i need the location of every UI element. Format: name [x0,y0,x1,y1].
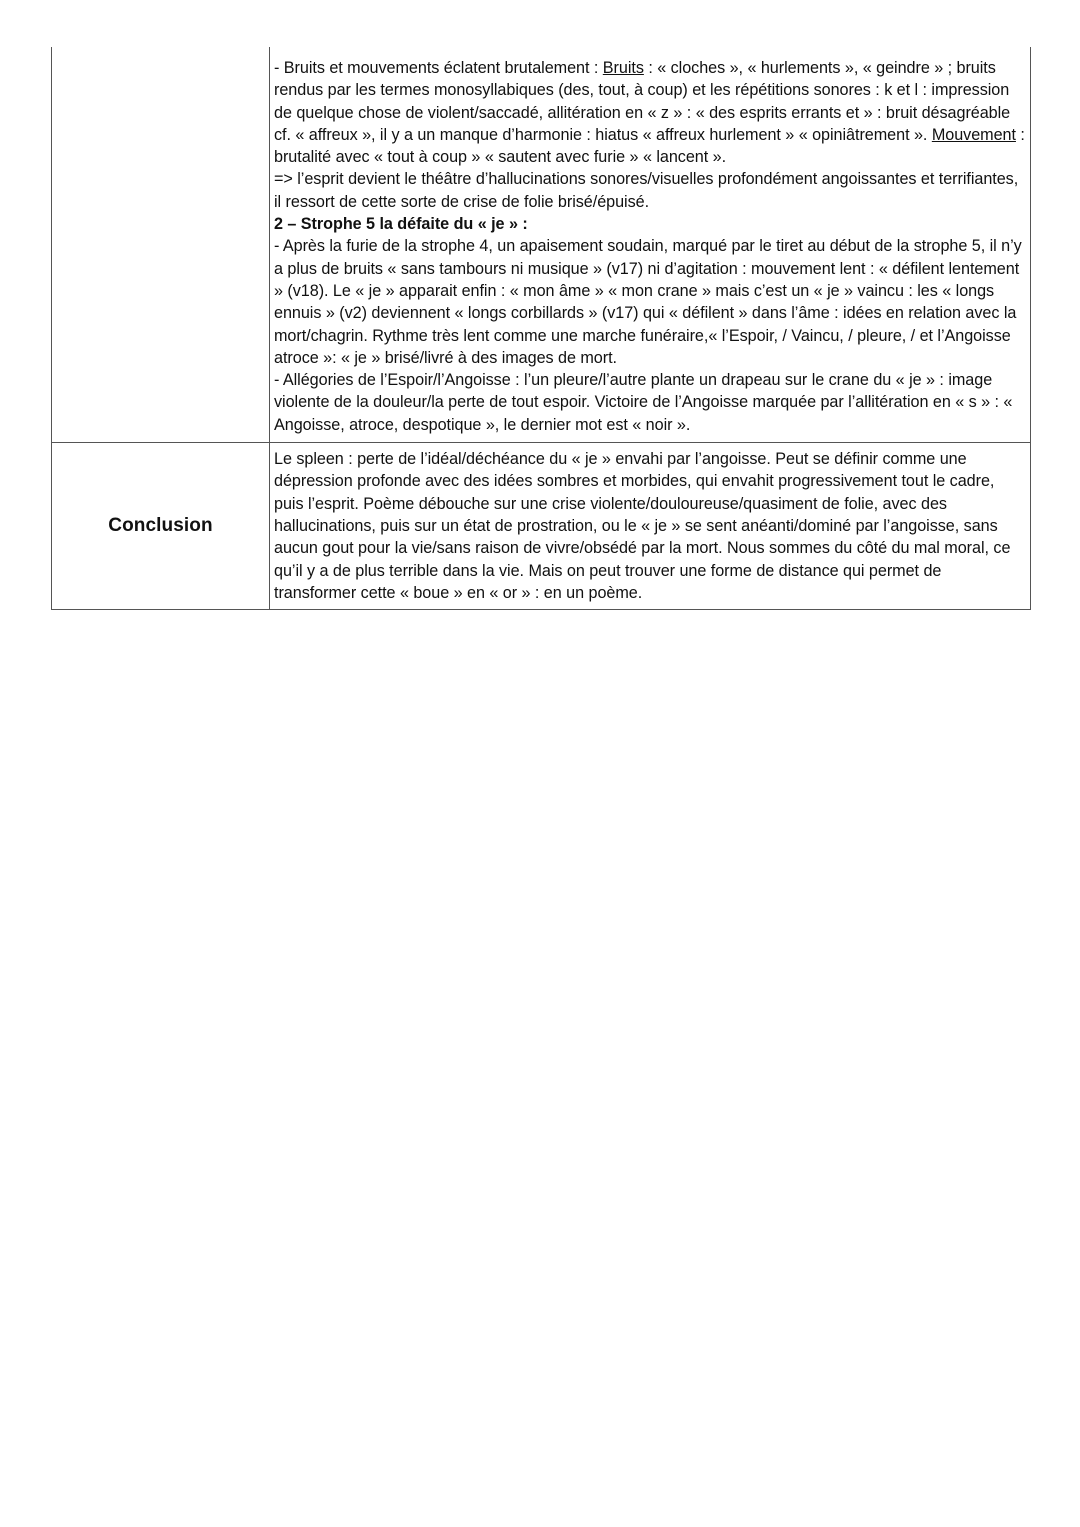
underlined-term-mouvement: Mouvement [931,125,1016,144]
paragraph-apaisement: - Après la furie de la strophe 4, un apaisement soudain, marqué par le tiret au début de la strophe 5, il n’y a plus de bruits « sans tambours ni musique » (v17) ni d’agitation : mouvement lent : « défilent lentement » (v18). Le « je » apparait enfin : « mon âme » « mon crane » mais c’est un « je » vaincu : les « longs ennuis » (v2) deviennent « longs corbillards » (v17) qui « défilent » dans l’âme : idées en relation avec la mort/chagrin. Rythme très lent comme une marche funéraire,« l’Espoir, / Vaincu, / pleure, / et l’Angoisse atroce »: « je » brisé/livré à des images de mort. [274,237,1022,367]
row-content-cell [270,47,1031,443]
paragraph-conclusion: Le spleen : perte de l’idéal/déchéance du « je » envahi par l’angoisse. Peut se définir comme une dépression profonde avec des idées sombres et morbides, qui envahit progressivement tout le cadre, puis l’esprit. Poème débouche sur une crise violente/douloureuse/quasiment de folie, avec des hallucinations, puis sur un état de prostration, ou le « je » se sent anéanti/dominé par l’angoisse, sans aucun gout pour la vie/sans raison de vivre/obsédé par la mort. Nous sommes du côté du mal moral, ce qu’il y a de plus terrible dans la vie. Mais on peut trouver une forme de distance qui permet de transformer cette « boue » en « or » : en un poème. [274,450,1011,602]
row-content-cell [270,443,1031,610]
table-row [52,47,1031,443]
paragraph-text: - Bruits et mouvements éclatent brutalement : [274,59,603,77]
section-text [270,47,1030,442]
subheading-strophe-5: 2 – Strophe 5 la défaite du « je » : [274,215,528,234]
row-label-cell-empty [52,47,270,443]
analysis-table [51,47,1031,610]
paragraph-allegories: - Allégories de l’Espoir/l’Angoisse : l’un pleure/l’autre plante un drapeau sur le crane du « je » : image violente de la douleur/la perte de tout espoir. Victoire de l’Angoisse marquée par l’allitération en « s » : « Angoisse, atroce, despotique », le dernier mot est « noir ». [274,371,1013,434]
paragraph-bruits-mouvement [274,57,1026,168]
conclusion-label: Conclusion [108,515,213,537]
table-row [52,443,1031,610]
paragraph-conclusion-strophe: => l’esprit devient le théâtre d’hallucinations sonores/visuelles profondément angoissantes et terrifiantes, il ressort de cette sorte de crise de folie brisé/épuisé. [274,170,1019,211]
conclusion-text [270,443,1030,609]
paragraph-text: : « cloches », « hurlements », « geindre » ; bruits rendus par les termes monosyllabiques (des, tout, à coup) et les répétitions sonores : k et l : impression de quelque chose de violent/saccadé, allitération en « z » : « des esprits errants et » : bruit désagréable cf. « affreux », il y a un manque d’harmonie : hiatus « affreux hurlement » « opiniâtrement ». [274,59,1011,144]
underlined-term-bruits: Bruits [602,59,644,77]
paragraph-text: : brutalité avec « tout à coup » « sautent avec furie » « lancent ». [274,125,1025,167]
row-label-cell [52,443,270,610]
